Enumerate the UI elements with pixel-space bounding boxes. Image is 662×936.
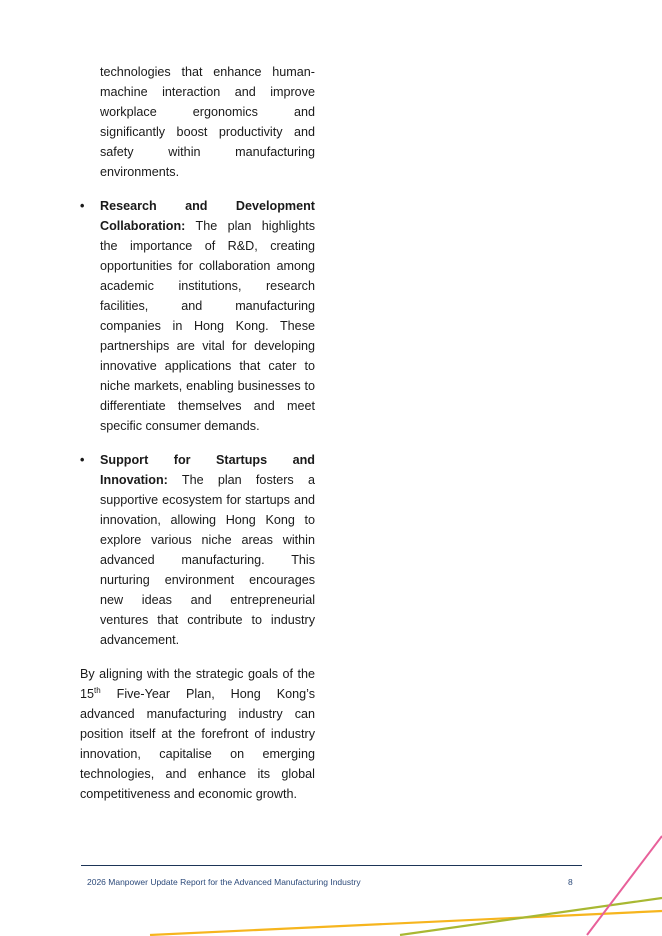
closing-text-end: Five-Year Plan, Hong Kong’s advanced manufacturing industry can position itself at the forefront of industry innovation, capitalise on emerging technologies, and enhance its global competitiveness and economic growth. (80, 687, 315, 801)
bullet-icon: • (80, 199, 85, 213)
green-stripe (400, 898, 662, 935)
pink-stripe (587, 836, 662, 935)
yellow-stripe (150, 911, 662, 935)
bullet-body: The plan highlights the importance of R&D, creating opportunities for collaboration among academic institutions, research facilities, and manufacturing companies in Hong Kong. These partnerships are vital for developing innovative applications that cater to niche markets, enabling businesses to differentiate themselves and meet specific consumer demands. (100, 219, 315, 433)
ordinal-superscript: th (94, 686, 101, 695)
bullet-heading: Support for Startups and Innovation: (100, 453, 315, 487)
closing-text-start: By aligning with the strategic goals of the 15 (80, 667, 315, 701)
bullet-icon: • (80, 453, 85, 467)
bullet-heading: Research and Development Collaboration: (100, 199, 315, 233)
bullet-body: The plan fosters a supportive ecosystem for startups and innovation, allowing Hong Kong to explore various niche areas within advanced manufacturing. This nurturing environment encourages new ideas and entrepreneurial ventures that contribute to industry advancement. (100, 473, 315, 647)
page-number: 8 (568, 877, 573, 887)
footer-report-title: 2026 Manpower Update Report for the Advanced Manufacturing Industry (87, 877, 361, 887)
continuation-paragraph: technologies that enhance human-machine interaction and improve workplace ergonomics and significantly boost productivity and safety within manufacturing environments. (100, 65, 315, 179)
